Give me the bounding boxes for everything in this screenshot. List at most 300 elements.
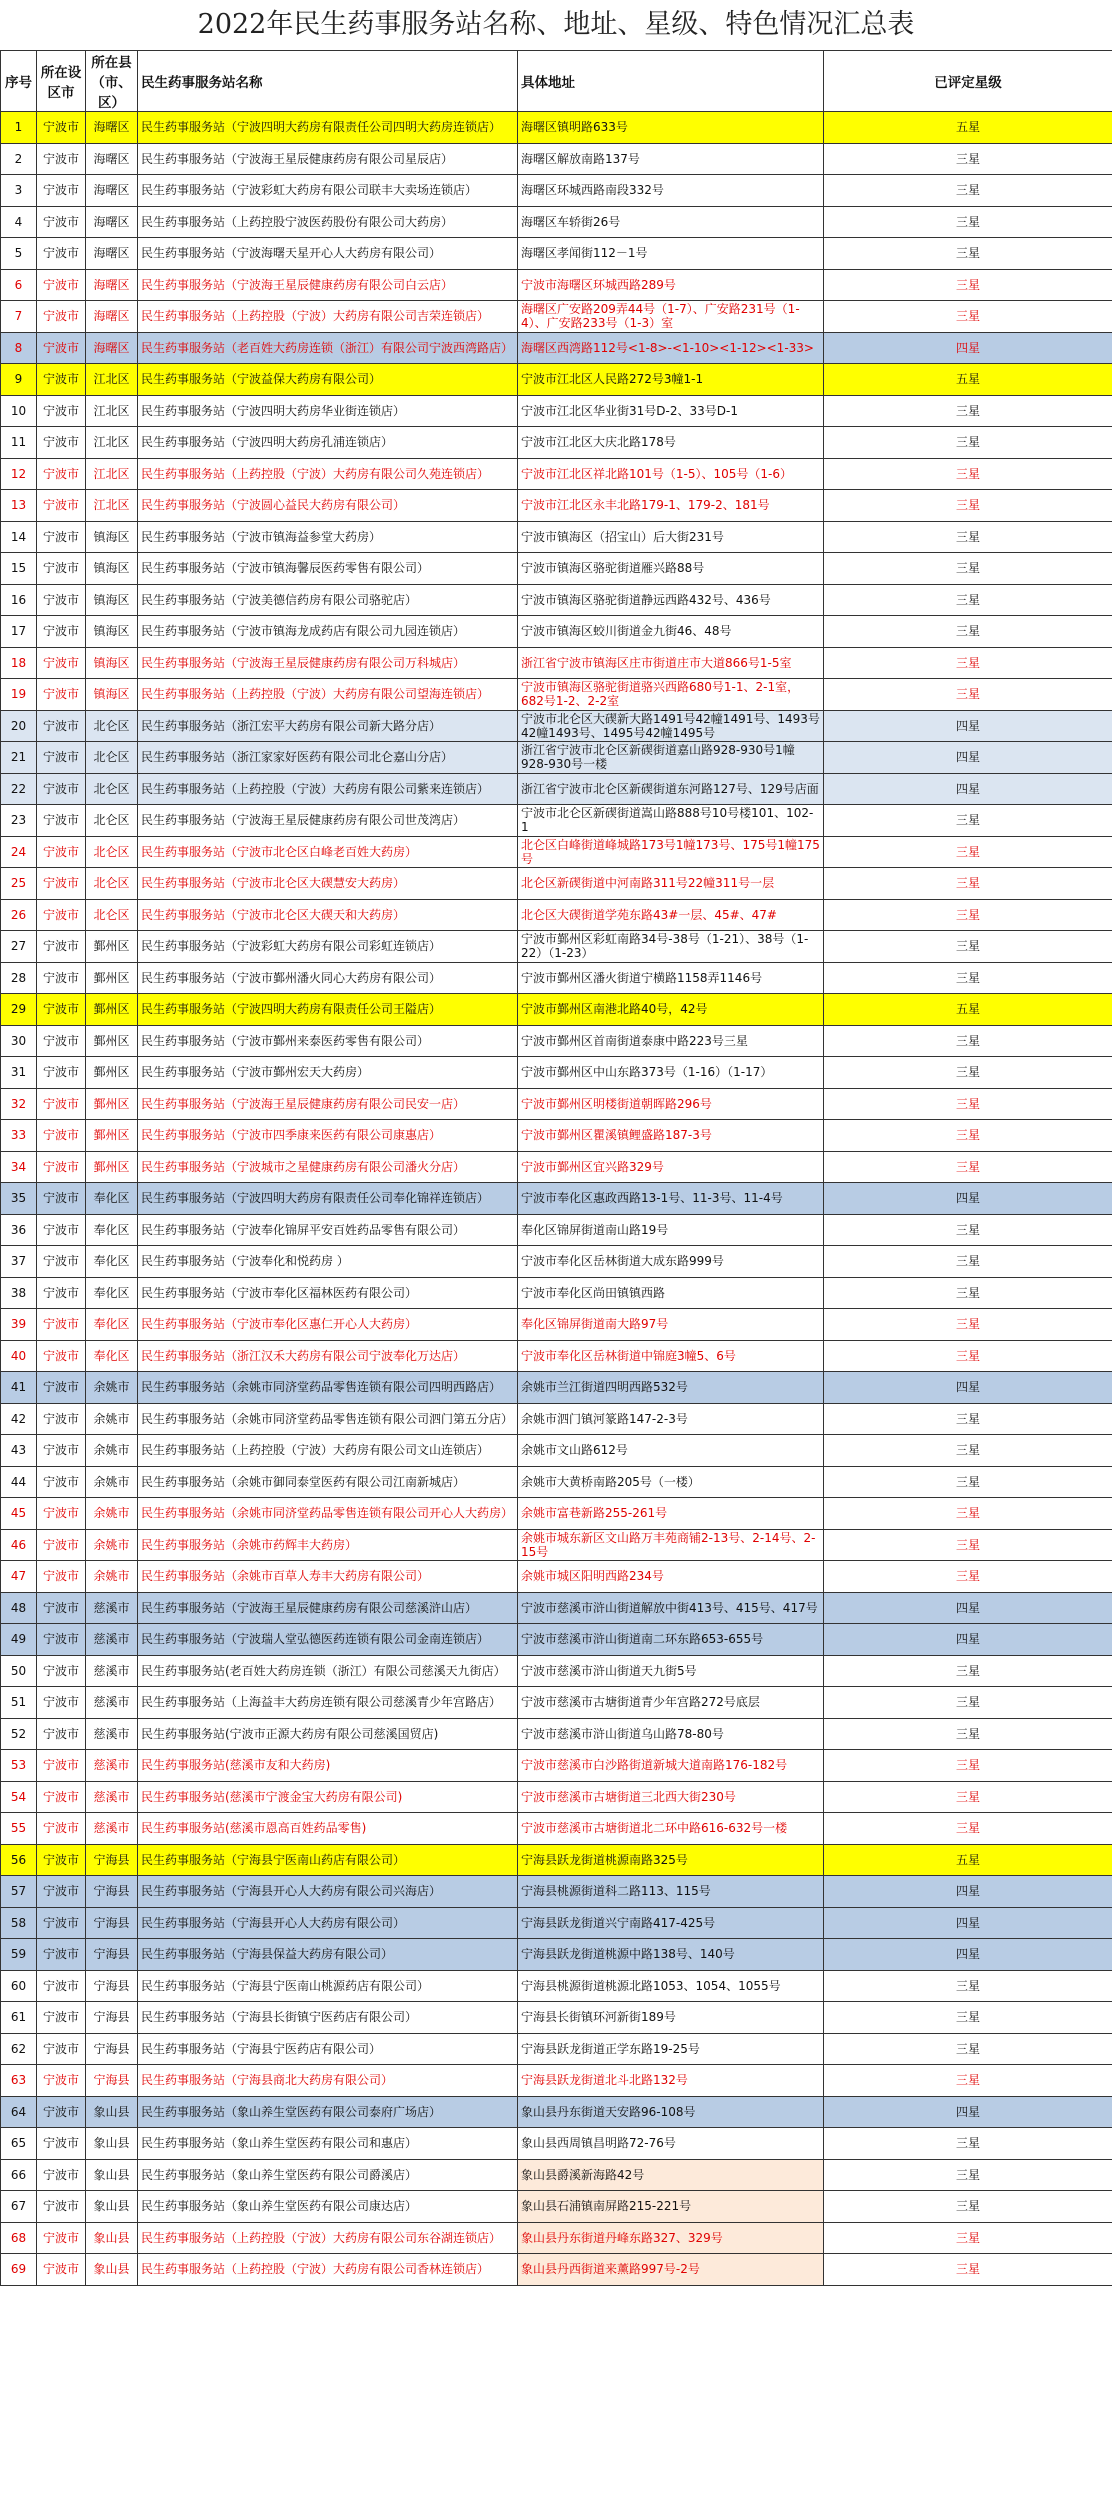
cell-name: 民生药事服务站（宁波海王星辰健康药房有限公司星辰店） xyxy=(138,143,518,175)
table-row xyxy=(1,1844,1112,1876)
cell-county: 余姚市 xyxy=(86,1403,138,1435)
table-row xyxy=(1,1057,1112,1089)
cell-city: 宁波市 xyxy=(37,1025,86,1057)
cell-name: 民生药事服务站（宁波海曙天星开心人大药房有限公司） xyxy=(138,238,518,270)
cell-name: 民生药事服务站（宁波市北仑区大碶天和大药房） xyxy=(138,899,518,931)
table-row xyxy=(1,1498,1112,1530)
cell-county: 奉化区 xyxy=(86,1246,138,1278)
cell-rating: 三星 xyxy=(824,1340,1112,1372)
cell-address: 海曙区镇明路633号 xyxy=(518,112,824,144)
cell-seq: 69 xyxy=(1,2254,37,2286)
cell-seq: 48 xyxy=(1,1592,37,1624)
cell-rating: 三星 xyxy=(824,553,1112,585)
table-row xyxy=(1,1876,1112,1908)
cell-county: 镇海区 xyxy=(86,616,138,648)
cell-rating: 三星 xyxy=(824,1403,1112,1435)
cell-rating: 三星 xyxy=(824,868,1112,900)
cell-seq: 30 xyxy=(1,1025,37,1057)
cell-city: 宁波市 xyxy=(37,773,86,805)
cell-county: 海曙区 xyxy=(86,143,138,175)
cell-seq: 46 xyxy=(1,1529,37,1561)
table-row xyxy=(1,616,1112,648)
cell-name: 民生药事服务站（上药控股（宁波）大药房有限公司紫来连锁店） xyxy=(138,773,518,805)
cell-county: 慈溪市 xyxy=(86,1655,138,1687)
cell-address: 宁海县跃龙街道北斗北路132号 xyxy=(518,2065,824,2097)
cell-name: 民生药事服务站（宁海县宁医南山桃源药店有限公司） xyxy=(138,1970,518,2002)
table-row xyxy=(1,899,1112,931)
cell-name: 民生药事服务站（浙江汉禾大药房有限公司宁波奉化万达店） xyxy=(138,1340,518,1372)
cell-city: 宁波市 xyxy=(37,1939,86,1971)
cell-city: 宁波市 xyxy=(37,1592,86,1624)
cell-city: 宁波市 xyxy=(37,238,86,270)
cell-seq: 58 xyxy=(1,1907,37,1939)
cell-rating: 三星 xyxy=(824,1214,1112,1246)
cell-city: 宁波市 xyxy=(37,1403,86,1435)
cell-county: 慈溪市 xyxy=(86,1687,138,1719)
cell-city: 宁波市 xyxy=(37,1246,86,1278)
cell-name: 民生药事服务站（宁波四明大药房孔浦连锁店） xyxy=(138,427,518,459)
cell-rating: 四星 xyxy=(824,1876,1112,1908)
cell-name: 民生药事服务站（宁波海王星辰健康药房有限公司白云店） xyxy=(138,269,518,301)
cell-seq: 21 xyxy=(1,742,37,774)
cell-name: 民生药事服务站（浙江家家好医药有限公司北仑嘉山分店） xyxy=(138,742,518,774)
cell-rating: 三星 xyxy=(824,1781,1112,1813)
table-row xyxy=(1,1718,1112,1750)
cell-address: 宁波市江北区祥北路101号（1-5）、105号（1-6） xyxy=(518,458,824,490)
cell-county: 象山县 xyxy=(86,2128,138,2160)
header-row xyxy=(1,51,1112,112)
cell-rating: 五星 xyxy=(824,1844,1112,1876)
cell-city: 宁波市 xyxy=(37,836,86,868)
cell-name: 民生药事服务站（余姚市百草人寿丰大药房有限公司） xyxy=(138,1561,518,1593)
table-row xyxy=(1,1687,1112,1719)
cell-rating: 三星 xyxy=(824,2222,1112,2254)
cell-seq: 50 xyxy=(1,1655,37,1687)
cell-city: 宁波市 xyxy=(37,1876,86,1908)
cell-city: 宁波市 xyxy=(37,2191,86,2223)
cell-name: 民生药事服务站（宁波圆心益民大药房有限公司） xyxy=(138,490,518,522)
cell-address: 海曙区孝闻街112－1号 xyxy=(518,238,824,270)
cell-seq: 47 xyxy=(1,1561,37,1593)
cell-county: 余姚市 xyxy=(86,1561,138,1593)
cell-name: 民生药事服务站（浙江宏平大药房有限公司新大路分店） xyxy=(138,710,518,742)
cell-rating: 三星 xyxy=(824,1718,1112,1750)
cell-address: 宁波市镇海区骆驼街道雁兴路88号 xyxy=(518,553,824,585)
cell-rating: 三星 xyxy=(824,1655,1112,1687)
cell-address: 余姚市兰江街道四明西路532号 xyxy=(518,1372,824,1404)
cell-rating: 五星 xyxy=(824,994,1112,1026)
cell-county: 镇海区 xyxy=(86,647,138,679)
cell-address: 宁波市慈溪市浒山街道乌山路78-80号 xyxy=(518,1718,824,1750)
cell-county: 象山县 xyxy=(86,2191,138,2223)
cell-name: 民生药事服务站（宁波市奉化区福林医药有限公司） xyxy=(138,1277,518,1309)
cell-rating: 三星 xyxy=(824,2033,1112,2065)
cell-city: 宁波市 xyxy=(37,1687,86,1719)
col-header-city: 所在设区市 xyxy=(37,51,86,112)
cell-rating: 三星 xyxy=(824,143,1112,175)
cell-county: 鄞州区 xyxy=(86,994,138,1026)
cell-name: 民生药事服务站（宁波美德信药房有限公司骆驼店） xyxy=(138,584,518,616)
cell-name: 民生药事服务站（宁波四明大药房有限责任公司王隘店） xyxy=(138,994,518,1026)
cell-address: 宁波市鄞州区潘火街道宁横路1158弄1146号 xyxy=(518,962,824,994)
cell-city: 宁波市 xyxy=(37,2222,86,2254)
table-row xyxy=(1,269,1112,301)
cell-name: 民生药事服务站（余姚市同济堂药品零售连锁有限公司泗门第五分店） xyxy=(138,1403,518,1435)
cell-city: 宁波市 xyxy=(37,1151,86,1183)
cell-rating: 五星 xyxy=(824,112,1112,144)
cell-seq: 66 xyxy=(1,2159,37,2191)
cell-name: 民生药事服务站（余姚市同济堂药品零售连锁有限公司四明西路店） xyxy=(138,1372,518,1404)
cell-seq: 8 xyxy=(1,332,37,364)
cell-county: 宁海县 xyxy=(86,1876,138,1908)
cell-county: 北仑区 xyxy=(86,836,138,868)
table-row xyxy=(1,2002,1112,2034)
table-row xyxy=(1,1214,1112,1246)
cell-rating: 三星 xyxy=(824,1120,1112,1152)
table-row xyxy=(1,2128,1112,2160)
cell-city: 宁波市 xyxy=(37,1813,86,1845)
cell-address: 浙江省宁波市北仑区新碶街道嘉山路928-930号1幢928-930号一楼 xyxy=(518,742,824,774)
cell-county: 海曙区 xyxy=(86,238,138,270)
cell-rating: 三星 xyxy=(824,301,1112,333)
table-row xyxy=(1,962,1112,994)
cell-name: 民生药事服务站（老百姓大药房连锁（浙江）有限公司宁波西湾路店） xyxy=(138,332,518,364)
cell-address: 宁海县跃龙街道兴宁南路417-425号 xyxy=(518,1907,824,1939)
cell-address: 象山县爵溪新海路42号 xyxy=(518,2159,824,2191)
cell-name: 民生药事服务站（象山养生堂医药有限公司爵溪店） xyxy=(138,2159,518,2191)
cell-city: 宁波市 xyxy=(37,521,86,553)
cell-seq: 68 xyxy=(1,2222,37,2254)
cell-seq: 60 xyxy=(1,1970,37,2002)
cell-seq: 4 xyxy=(1,206,37,238)
cell-address: 宁海县跃龙街道桃源中路138号、140号 xyxy=(518,1939,824,1971)
table-row xyxy=(1,1183,1112,1215)
cell-rating: 四星 xyxy=(824,1183,1112,1215)
cell-city: 宁波市 xyxy=(37,206,86,238)
cell-county: 江北区 xyxy=(86,364,138,396)
table-row xyxy=(1,1813,1112,1845)
cell-rating: 三星 xyxy=(824,1498,1112,1530)
cell-address: 宁海县长街镇环河新街189号 xyxy=(518,2002,824,2034)
cell-city: 宁波市 xyxy=(37,490,86,522)
cell-rating: 三星 xyxy=(824,1088,1112,1120)
table-body xyxy=(1,112,1112,2286)
cell-address: 海曙区广安路209弄44号（1-7）、广安路231号（1-4）、广安路233号（1-3）室 xyxy=(518,301,824,333)
cell-county: 慈溪市 xyxy=(86,1813,138,1845)
cell-rating: 三星 xyxy=(824,616,1112,648)
cell-city: 宁波市 xyxy=(37,1844,86,1876)
col-header-seq: 序号 xyxy=(1,51,37,112)
cell-seq: 5 xyxy=(1,238,37,270)
table-row xyxy=(1,490,1112,522)
cell-name: 民生药事服务站（宁波四明大药房有限责任公司奉化锦祥连锁店） xyxy=(138,1183,518,1215)
cell-county: 余姚市 xyxy=(86,1372,138,1404)
cell-name: 民生药事服务站(宁波市正源大药房有限公司慈溪国贸店) xyxy=(138,1718,518,1750)
cell-seq: 18 xyxy=(1,647,37,679)
cell-county: 宁海县 xyxy=(86,2002,138,2034)
cell-county: 江北区 xyxy=(86,427,138,459)
cell-city: 宁波市 xyxy=(37,2033,86,2065)
cell-address: 海曙区西湾路112号<1-8>-<1-10><1-12><1-33> xyxy=(518,332,824,364)
cell-county: 慈溪市 xyxy=(86,1624,138,1656)
cell-city: 宁波市 xyxy=(37,395,86,427)
cell-county: 余姚市 xyxy=(86,1498,138,1530)
cell-seq: 41 xyxy=(1,1372,37,1404)
cell-address: 海曙区车轿街26号 xyxy=(518,206,824,238)
cell-name: 民生药事服务站（宁波市北仑区白峰老百姓大药房） xyxy=(138,836,518,868)
cell-rating: 三星 xyxy=(824,521,1112,553)
cell-county: 宁海县 xyxy=(86,2033,138,2065)
cell-rating: 三星 xyxy=(824,458,1112,490)
cell-county: 海曙区 xyxy=(86,332,138,364)
cell-rating: 三星 xyxy=(824,238,1112,270)
cell-address: 宁波市鄞州区明楼街道朝晖路296号 xyxy=(518,1088,824,1120)
cell-county: 余姚市 xyxy=(86,1529,138,1561)
page-title: 2022年民生药事服务站名称、地址、星级、特色情况汇总表 xyxy=(197,9,915,40)
cell-name: 民生药事服务站（上药控股（宁波）大药房有限公司久苑连锁店） xyxy=(138,458,518,490)
table-row xyxy=(1,805,1112,837)
cell-city: 宁波市 xyxy=(37,931,86,963)
cell-name: 民生药事服务站（宁波益保大药房有限公司） xyxy=(138,364,518,396)
table-row xyxy=(1,112,1112,144)
cell-name: 民生药事服务站（宁波市镇海龙成药店有限公司九园连锁店） xyxy=(138,616,518,648)
table-row xyxy=(1,395,1112,427)
table-row xyxy=(1,2065,1112,2097)
cell-seq: 13 xyxy=(1,490,37,522)
cell-county: 海曙区 xyxy=(86,269,138,301)
cell-city: 宁波市 xyxy=(37,1624,86,1656)
cell-address: 宁波市慈溪市浒山街道天九街5号 xyxy=(518,1655,824,1687)
cell-rating: 三星 xyxy=(824,1025,1112,1057)
cell-address: 宁波市江北区大庆北路178号 xyxy=(518,427,824,459)
cell-city: 宁波市 xyxy=(37,805,86,837)
table-row xyxy=(1,2033,1112,2065)
cell-rating: 三星 xyxy=(824,1529,1112,1561)
cell-city: 宁波市 xyxy=(37,1561,86,1593)
cell-name: 民生药事服务站（象山养生堂医药有限公司泰府广场店） xyxy=(138,2096,518,2128)
col-header-name: 民生药事服务站名称 xyxy=(138,51,518,112)
cell-seq: 24 xyxy=(1,836,37,868)
cell-seq: 39 xyxy=(1,1309,37,1341)
cell-seq: 29 xyxy=(1,994,37,1026)
cell-name: 民生药事服务站（上药控股（宁波）大药房有限公司东谷湖连锁店） xyxy=(138,2222,518,2254)
cell-name: 民生药事服务站（宁波市北仑区大碶慧安大药房） xyxy=(138,868,518,900)
cell-county: 鄞州区 xyxy=(86,1088,138,1120)
cell-city: 宁波市 xyxy=(37,458,86,490)
summary-table xyxy=(0,50,1112,2286)
table-row xyxy=(1,1309,1112,1341)
cell-name: 民生药事服务站（宁波奉化和悦药房 ） xyxy=(138,1246,518,1278)
cell-address: 宁波市江北区华业街31号D-2、33号D-1 xyxy=(518,395,824,427)
col-header-address: 具体地址 xyxy=(518,51,824,112)
cell-seq: 6 xyxy=(1,269,37,301)
cell-rating: 三星 xyxy=(824,1561,1112,1593)
cell-name: 民生药事服务站（宁波海王星辰健康药房有限公司世茂湾店） xyxy=(138,805,518,837)
cell-county: 宁海县 xyxy=(86,1844,138,1876)
table-row xyxy=(1,1781,1112,1813)
cell-address: 宁波市慈溪市浒山街道解放中街413号、415号、417号 xyxy=(518,1592,824,1624)
cell-name: 民生药事服务站（宁波市鄞州潘火同心大药房有限公司） xyxy=(138,962,518,994)
cell-city: 宁波市 xyxy=(37,553,86,585)
cell-county: 慈溪市 xyxy=(86,1781,138,1813)
cell-name: 民生药事服务站（宁波海王星辰健康药房有限公司慈溪浒山店） xyxy=(138,1592,518,1624)
cell-name: 民生药事服务站（上药控股宁波医药股份有限公司大药房） xyxy=(138,206,518,238)
cell-address: 宁波市镇海区（招宝山）后大街231号 xyxy=(518,521,824,553)
cell-county: 镇海区 xyxy=(86,521,138,553)
cell-seq: 63 xyxy=(1,2065,37,2097)
cell-county: 宁海县 xyxy=(86,1939,138,1971)
cell-name: 民生药事服务站（余姚市药辉丰大药房） xyxy=(138,1529,518,1561)
cell-county: 宁海县 xyxy=(86,1970,138,2002)
cell-county: 鄞州区 xyxy=(86,1151,138,1183)
cell-address: 宁波市慈溪市古塘街道北二环中路616-632号一楼 xyxy=(518,1813,824,1845)
cell-address: 浙江省宁波市镇海区庄市街道庄市大道866号1-5室 xyxy=(518,647,824,679)
cell-address: 宁波市奉化区惠政西路13-1号、11-3号、11-4号 xyxy=(518,1183,824,1215)
cell-city: 宁波市 xyxy=(37,1057,86,1089)
cell-county: 海曙区 xyxy=(86,301,138,333)
cell-city: 宁波市 xyxy=(37,1309,86,1341)
cell-city: 宁波市 xyxy=(37,616,86,648)
cell-address: 宁波市奉化区尚田镇镇西路 xyxy=(518,1277,824,1309)
cell-address: 余姚市文山路612号 xyxy=(518,1435,824,1467)
table-row xyxy=(1,427,1112,459)
table-row xyxy=(1,175,1112,207)
cell-address: 宁波市镇海区骆驼街道静远西路432号、436号 xyxy=(518,584,824,616)
cell-name: 民生药事服务站（上药控股（宁波）大药房有限公司文山连锁店） xyxy=(138,1435,518,1467)
table-row xyxy=(1,1340,1112,1372)
cell-rating: 三星 xyxy=(824,1687,1112,1719)
cell-seq: 51 xyxy=(1,1687,37,1719)
cell-seq: 43 xyxy=(1,1435,37,1467)
cell-rating: 三星 xyxy=(824,1750,1112,1782)
cell-seq: 34 xyxy=(1,1151,37,1183)
cell-name: 民生药事服务站（宁海县宁医南山药店有限公司） xyxy=(138,1844,518,1876)
cell-seq: 28 xyxy=(1,962,37,994)
cell-county: 象山县 xyxy=(86,2222,138,2254)
cell-seq: 20 xyxy=(1,710,37,742)
cell-rating: 三星 xyxy=(824,2159,1112,2191)
cell-city: 宁波市 xyxy=(37,1466,86,1498)
cell-city: 宁波市 xyxy=(37,1781,86,1813)
cell-city: 宁波市 xyxy=(37,332,86,364)
cell-county: 宁海县 xyxy=(86,1907,138,1939)
cell-name: 民生药事服务站（宁波四明大药房华业街连锁店） xyxy=(138,395,518,427)
cell-rating: 三星 xyxy=(824,490,1112,522)
cell-address: 宁海县跃龙街道桃源南路325号 xyxy=(518,1844,824,1876)
cell-address: 宁波市鄞州区中山东路373号（1-16）（1-17） xyxy=(518,1057,824,1089)
table-row xyxy=(1,868,1112,900)
cell-county: 奉化区 xyxy=(86,1277,138,1309)
cell-seq: 49 xyxy=(1,1624,37,1656)
cell-address: 宁波市慈溪市古塘街道三北西大街230号 xyxy=(518,1781,824,1813)
cell-city: 宁波市 xyxy=(37,1718,86,1750)
cell-city: 宁波市 xyxy=(37,143,86,175)
cell-rating: 四星 xyxy=(824,773,1112,805)
table-row xyxy=(1,521,1112,553)
cell-name: 民生药事服务站（上药控股（宁波）大药房有限公司望海连锁店） xyxy=(138,679,518,711)
table-row xyxy=(1,1435,1112,1467)
cell-county: 象山县 xyxy=(86,2159,138,2191)
cell-city: 宁波市 xyxy=(37,994,86,1026)
cell-name: 民生药事服务站（上药控股（宁波）大药房有限公司吉荣连锁店） xyxy=(138,301,518,333)
table-row xyxy=(1,1372,1112,1404)
cell-seq: 53 xyxy=(1,1750,37,1782)
cell-seq: 56 xyxy=(1,1844,37,1876)
table-row xyxy=(1,1246,1112,1278)
cell-name: 民生药事服务站（象山养生堂医药有限公司康达店） xyxy=(138,2191,518,2223)
cell-address: 宁波市鄞州区彩虹南路34号-38号（1-21）、38号（1-22）（1-23） xyxy=(518,931,824,963)
cell-county: 奉化区 xyxy=(86,1309,138,1341)
cell-rating: 三星 xyxy=(824,1309,1112,1341)
cell-county: 余姚市 xyxy=(86,1435,138,1467)
cell-address: 宁波市江北区人民路272号3幢1-1 xyxy=(518,364,824,396)
table-row xyxy=(1,1970,1112,2002)
table-row xyxy=(1,1025,1112,1057)
cell-city: 宁波市 xyxy=(37,2002,86,2034)
cell-name: 民生药事服务站（宁波奉化锦屏平安百姓药品零售有限公司） xyxy=(138,1214,518,1246)
cell-county: 镇海区 xyxy=(86,553,138,585)
cell-county: 海曙区 xyxy=(86,175,138,207)
cell-name: 民生药事服务站（宁波四明大药房有限责任公司四明大药房连锁店） xyxy=(138,112,518,144)
cell-county: 海曙区 xyxy=(86,112,138,144)
cell-address: 象山县石浦镇南屏路215-221号 xyxy=(518,2191,824,2223)
cell-seq: 15 xyxy=(1,553,37,585)
cell-address: 余姚市城区阳明西路234号 xyxy=(518,1561,824,1593)
cell-seq: 54 xyxy=(1,1781,37,1813)
cell-address: 北仑区大碶街道学苑东路43#一层、45#、47# xyxy=(518,899,824,931)
cell-county: 北仑区 xyxy=(86,805,138,837)
cell-county: 北仑区 xyxy=(86,868,138,900)
cell-address: 海曙区环城西路南段332号 xyxy=(518,175,824,207)
table-row xyxy=(1,584,1112,616)
table-row xyxy=(1,1277,1112,1309)
cell-seq: 64 xyxy=(1,2096,37,2128)
cell-county: 江北区 xyxy=(86,458,138,490)
cell-address: 宁波市镇海区骆驼街道骆兴西路680号1-1、2-1室，682号1-2、2-2室 xyxy=(518,679,824,711)
table-row xyxy=(1,836,1112,868)
cell-rating: 三星 xyxy=(824,679,1112,711)
cell-name: 民生药事服务站（宁波瑞人堂弘德医药连锁有限公司金南连锁店） xyxy=(138,1624,518,1656)
cell-address: 宁波市北仑区大碶新大路1491号42幢1491号、1493号42幢1493号、1495号42幢1495号 xyxy=(518,710,824,742)
cell-city: 宁波市 xyxy=(37,2254,86,2286)
cell-city: 宁波市 xyxy=(37,1750,86,1782)
cell-city: 宁波市 xyxy=(37,899,86,931)
cell-seq: 11 xyxy=(1,427,37,459)
cell-rating: 三星 xyxy=(824,2191,1112,2223)
table-row xyxy=(1,301,1112,333)
cell-rating: 三星 xyxy=(824,1151,1112,1183)
cell-address: 宁波市鄞州区首南街道泰康中路223号三星 xyxy=(518,1025,824,1057)
cell-seq: 42 xyxy=(1,1403,37,1435)
cell-name: 民生药事服务站(慈溪市宁渡金宝大药房有限公司) xyxy=(138,1781,518,1813)
cell-rating: 四星 xyxy=(824,1372,1112,1404)
cell-county: 北仑区 xyxy=(86,742,138,774)
table-row xyxy=(1,2191,1112,2223)
cell-county: 江北区 xyxy=(86,395,138,427)
table-row xyxy=(1,206,1112,238)
cell-county: 奉化区 xyxy=(86,1340,138,1372)
table-row xyxy=(1,994,1112,1026)
table-row xyxy=(1,364,1112,396)
cell-name: 民生药事服务站（宁波市鄞州来泰医药零售有限公司） xyxy=(138,1025,518,1057)
cell-county: 象山县 xyxy=(86,2096,138,2128)
cell-seq: 22 xyxy=(1,773,37,805)
cell-name: 民生药事服务站（余姚市同济堂药品零售连锁有限公司开心人大药房） xyxy=(138,1498,518,1530)
cell-city: 宁波市 xyxy=(37,1372,86,1404)
cell-rating: 三星 xyxy=(824,647,1112,679)
cell-city: 宁波市 xyxy=(37,1655,86,1687)
cell-rating: 四星 xyxy=(824,2096,1112,2128)
